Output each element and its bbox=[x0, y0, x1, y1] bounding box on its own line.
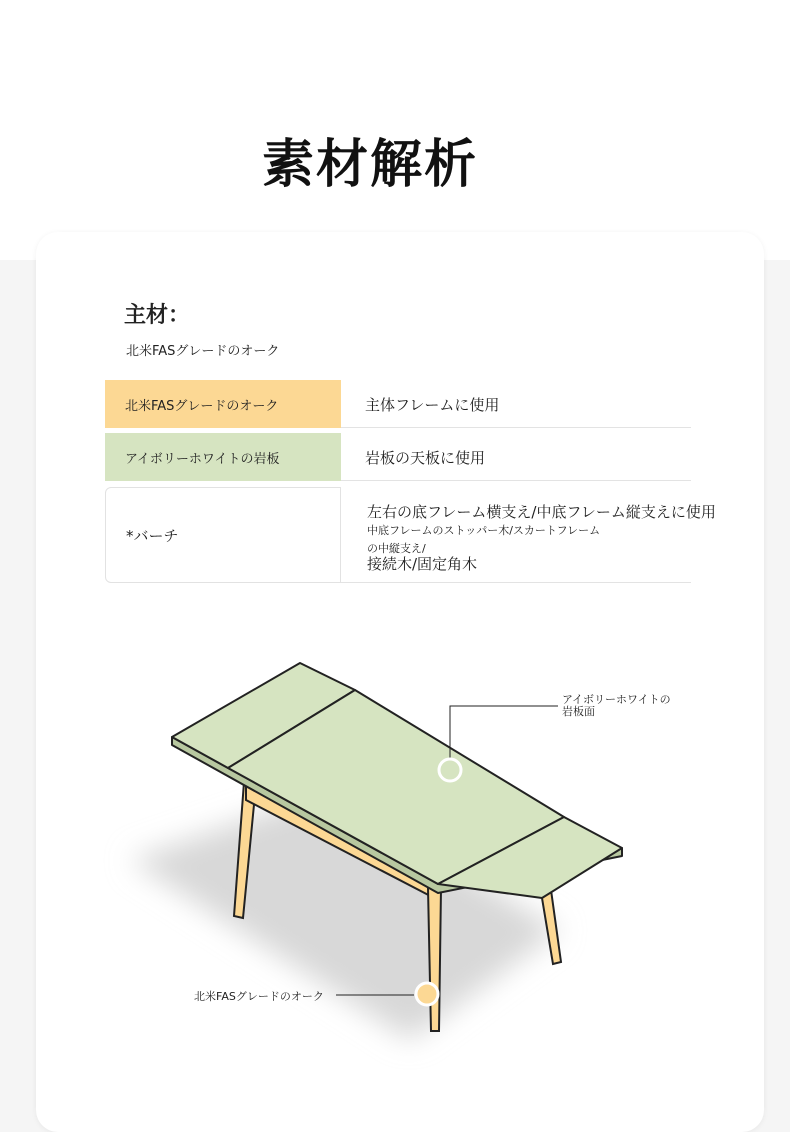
material-name: 北米FASグレードのオーク bbox=[105, 380, 341, 428]
callout-oak-label: 北米FASグレードのオーク bbox=[194, 990, 324, 1003]
callout-line: 岩板面 bbox=[562, 705, 595, 718]
callout-line: アイボリーホワイトの bbox=[562, 693, 671, 706]
material-usage: 主体フレームに使用 bbox=[365, 395, 500, 414]
row-divider bbox=[341, 582, 691, 583]
usage-line: 中底フレームのストッパー木/スカートフレーム bbox=[367, 524, 601, 537]
material-row-stone bbox=[105, 433, 691, 481]
material-name: アイボリーホワイトの岩板 bbox=[105, 433, 341, 481]
material-usage: 岩板の天板に使用 bbox=[365, 448, 486, 467]
table-illustration bbox=[0, 600, 790, 1079]
row-divider bbox=[341, 480, 691, 481]
usage-line: 接続木/固定角木 bbox=[367, 555, 478, 573]
usage-line: 左右の底フレーム横支え/中底フレーム縦支えに使用 bbox=[367, 503, 716, 521]
material-row-oak bbox=[105, 380, 691, 428]
usage-line: の中縦支え/ bbox=[367, 542, 426, 555]
callout-marker-oak bbox=[416, 983, 438, 1005]
table-leg bbox=[428, 888, 441, 1031]
row-divider bbox=[341, 427, 691, 428]
material-row-birch bbox=[105, 487, 716, 583]
material-name: *バーチ bbox=[105, 487, 341, 583]
main-material-label: 主材： bbox=[124, 303, 191, 328]
callout-stone-label bbox=[562, 694, 692, 718]
page-title: 素材解析 bbox=[261, 135, 478, 195]
material-usage bbox=[367, 505, 751, 572]
main-material-value: 北米FASグレードのオーク bbox=[126, 344, 280, 359]
callout-line-top bbox=[450, 706, 558, 760]
callout-marker-stone bbox=[439, 759, 461, 781]
